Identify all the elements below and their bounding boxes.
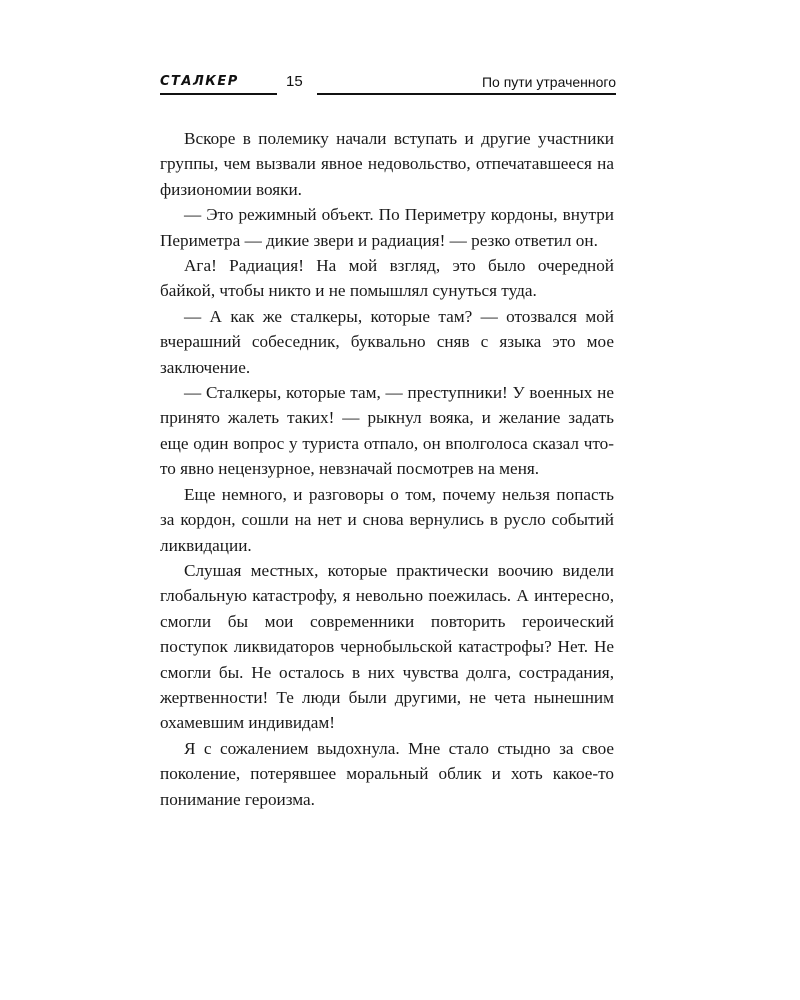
paragraph: Еще немного, и разговоры о том, почему нельзя попасть за кордон, сошли на нет и снова вернулись в русло событий ликвидации. xyxy=(160,484,614,555)
paragraph: — Сталкеры, которые там, — преступники! У военных не принято жалеть таких! — рыкнул вояка, и желание задать еще один вопрос у туриста отпало, он вполголоса сказал что-то явно нецензурное, невзначай посмотрев на меня. xyxy=(160,383,614,479)
paragraph: — А как же сталкеры, которые там? — отозвался мой вчерашний собеседник, буквально сняв с языка это мое заключение. xyxy=(160,306,614,377)
chapter-title: По пути утраченного xyxy=(481,74,616,90)
header-rule-right xyxy=(317,93,616,95)
paragraph: — Это режимный объект. По Периметру кордоны, внутри Периметра — дикие звери и радиация! — резко ответил он. xyxy=(160,205,614,250)
series-title: СТАЛКЕР xyxy=(160,74,239,89)
body-text xyxy=(160,126,614,812)
paragraph: Вскоре в полемику начали вступать и другие участники группы, чем вызвали явное недовольство, отпечатавшееся на физиономии вояки. xyxy=(160,129,614,199)
paragraph: Я с сожалением выдохнула. Мне стало стыдно за свое поколение, потерявшее моральный облик и хоть какое-то понимание героизма. xyxy=(160,738,614,809)
page-number: 15 xyxy=(286,73,303,90)
paragraph: Слушая местных, которые практически воочию видели глобальную катастрофу, я невольно поежилась. А интересно, смогли бы мои современники повторить героический поступок ликвидаторов чернобыльской катастрофы? Нет. Не смогли бы. Не осталось в них чувства долга, сострадания, жертвенности! Те люди были другими, не чета нынешним охамевшим индивидам! xyxy=(160,560,614,733)
paragraph: Ага! Радиация! На мой взгляд, это было очередной байкой, чтобы никто и не помышлял сунуться туда. xyxy=(160,256,614,301)
running-header xyxy=(160,74,616,98)
header-rule-left xyxy=(160,93,277,95)
